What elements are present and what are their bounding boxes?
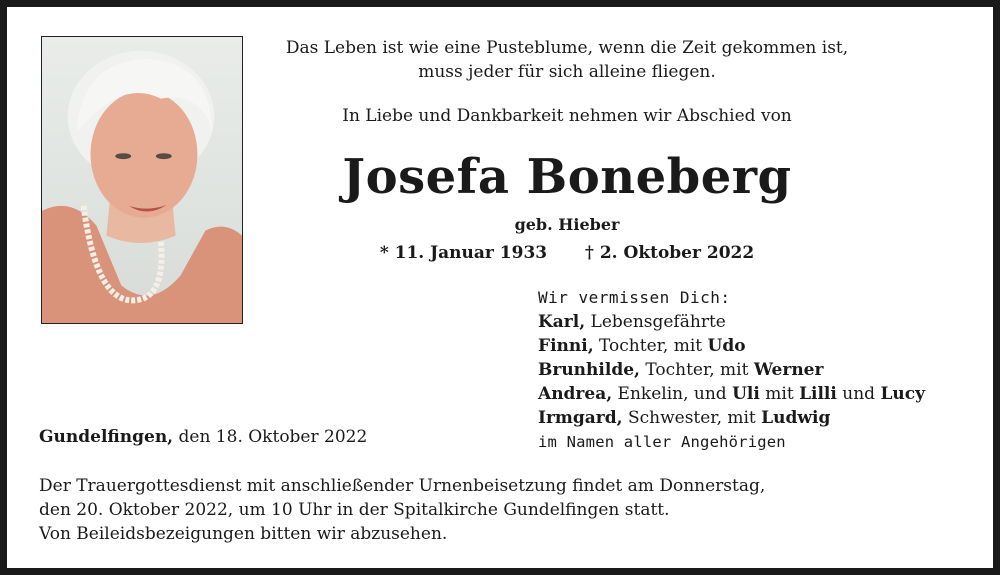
mourner-name: Udo xyxy=(707,336,746,356)
mourner-row xyxy=(538,310,988,334)
mourner-relation: mit xyxy=(759,384,800,404)
mourner-name: Lucy xyxy=(880,384,925,404)
poem-line-1: Das Leben ist wie eine Pusteblume, wenn die Zeit gekommen ist, xyxy=(285,38,849,58)
mourner-name: Brunhilde, xyxy=(538,360,640,380)
mourner-relation: Enkelin, und xyxy=(612,384,733,404)
place-date xyxy=(39,425,367,449)
service-line-1: Der Trauergottesdienst mit anschließender Urnenbeisetzung findet am Donnerstag, xyxy=(39,476,766,496)
mourners-footer: im Namen aller Angehörigen xyxy=(538,433,786,451)
mourner-relation: Tochter, mit xyxy=(593,336,708,356)
birth-name: geb. Hieber xyxy=(514,215,620,234)
portrait-photo xyxy=(41,36,243,324)
deceased-name: Josefa Boneberg xyxy=(342,149,792,205)
mourner-relation: Schwester, mit xyxy=(622,408,762,428)
mourner-row xyxy=(538,334,988,358)
mourner-row xyxy=(538,382,988,406)
notice-date: den 18. Oktober 2022 xyxy=(173,427,368,447)
mourners-heading: Wir vermissen Dich: xyxy=(538,288,731,307)
place-city: Gundelfingen, xyxy=(39,427,174,447)
mourner-row xyxy=(538,358,988,382)
mourner-name: Finni, xyxy=(538,336,594,356)
death-date: † 2. Oktober 2022 xyxy=(585,243,755,263)
mourner-relation: und xyxy=(836,384,881,404)
service-info xyxy=(39,474,939,546)
poem-line-2: muss jeder für sich alleine fliegen. xyxy=(418,62,716,82)
mourner-relation: Lebensgefährte xyxy=(585,312,726,332)
mourner-name: Werner xyxy=(753,360,824,380)
mourner-name: Irmgard, xyxy=(538,408,623,428)
mourner-name: Ludwig xyxy=(761,408,831,428)
service-line-3: Von Beileidsbezeigungen bitten wir abzusehen. xyxy=(39,524,448,544)
life-dates xyxy=(262,241,872,265)
mourner-name: Andrea, xyxy=(538,384,613,404)
mourners-list xyxy=(538,286,988,454)
mourner-relation: Tochter, mit xyxy=(639,360,754,380)
service-line-2: den 20. Oktober 2022, um 10 Uhr in der Spitalkirche Gundelfingen statt. xyxy=(39,500,670,520)
poem xyxy=(262,36,872,84)
mourner-row xyxy=(538,406,988,430)
mourner-name: Lilli xyxy=(799,384,837,404)
mourner-name: Karl, xyxy=(538,312,586,332)
mourner-name: Uli xyxy=(732,384,760,404)
birth-date: * 11. Januar 1933 xyxy=(379,243,548,263)
farewell-intro: In Liebe und Dankbarkeit nehmen wir Abschied von xyxy=(342,106,792,126)
